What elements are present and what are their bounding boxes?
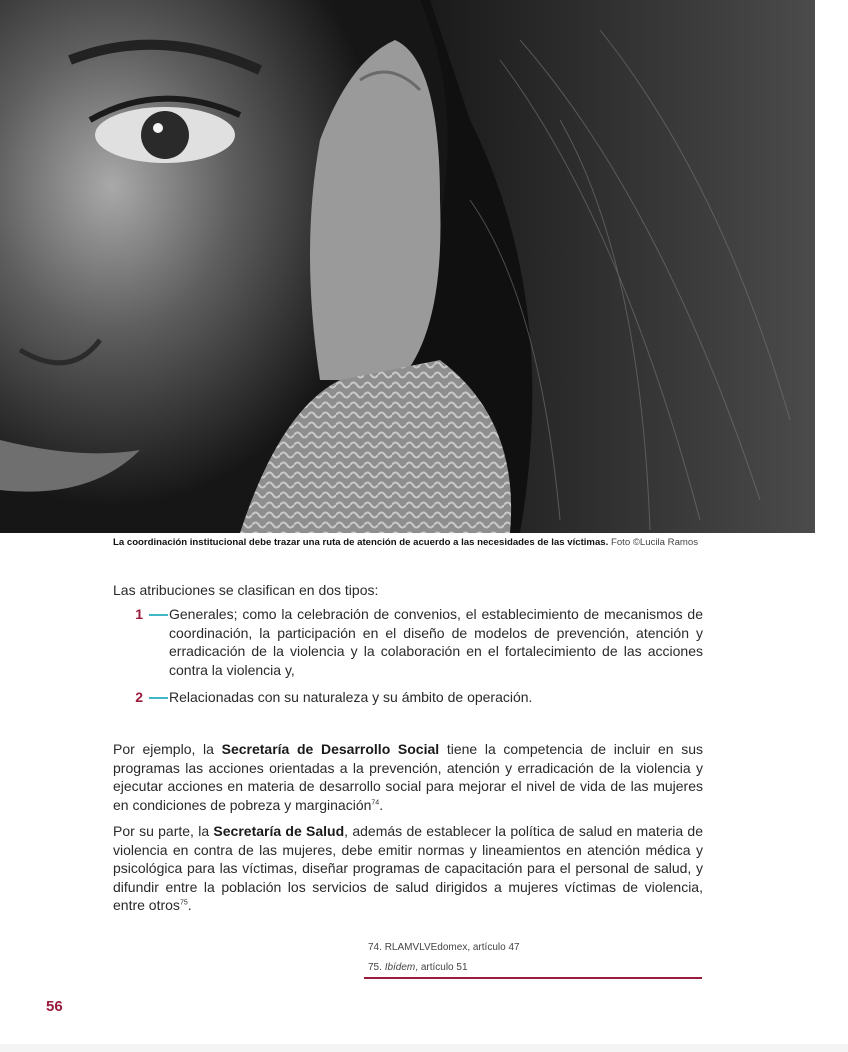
paragraph-end: . [187,897,192,914]
list-item-text: Generales; como la celebración de convenios, el establecimiento de mecanismos de coordinación, la participación en el diseño de modelos de prevención, atención y erradicación de la violencia y la colaboración en el fortalecimiento de las acciones contra la violencia y, [169,606,703,678]
paragraph-end: . [379,796,384,813]
list-number: 1 [135,606,143,622]
footnote-number: 75. [368,962,382,973]
list-dash-line [149,614,168,616]
caption-credit: Foto ©Lucila Ramos [610,537,699,548]
footnote [364,941,702,954]
paragraph-text: Por ejemplo, la [113,741,222,757]
footnote-rule [364,977,702,979]
list-item-text: Relacionadas con su naturaleza y su ámbito de operación. [169,689,533,706]
list-number: 2 [135,689,143,706]
paragraph-salud [113,822,703,915]
footnote-number: 74. [368,942,382,953]
footnote-text: RLAMVLVEdomex, artículo 47 [384,942,520,953]
portrait-photo-icon [0,0,815,533]
footnote-ref[interactable]: 74 [371,799,380,807]
footnotes [364,941,702,979]
footnote [364,961,702,974]
list-item [113,688,703,707]
bold-entity: Secretaría de Desarrollo Social [221,741,440,757]
intro-text: Las atribuciones se clasifican en dos tipos: [113,582,379,598]
portrait-photo [0,0,815,533]
paragraph-desarrollo-social [113,740,703,814]
list-item [113,605,703,679]
paragraph-text: , además de establecer la política de salud en materia de violencia en contra de las mujeres, debe emitir normas y lineamientos en atención médica y psicológica para las víctimas, diseñar programas de capacitación para el personal de salud, y difundir entre la población los servicios de salud dirigidos a mujeres víctimas de violencia, entre otros [113,823,704,914]
footnote-text: , artículo 51 [415,962,468,973]
paragraph-text: Por su parte, la [113,823,214,839]
caption-text: La coordinación institucional debe trazar una ruta de atención de acuerdo a las necesidades de las víctimas. [113,537,609,548]
photo-caption [113,537,813,549]
page-bottom-strip [0,1044,848,1052]
paragraph-text: tiene la competencia de incluir en sus programas las acciones orientadas a la prevención, atención y erradicación de la violencia y ejecutar acciones en materia de desarrollo social para mejorar el nivel de vida de las mujeres en condiciones de pobreza y marginación [113,741,703,813]
types-list [113,605,703,707]
bold-entity: Secretaría de Salud [213,823,345,839]
list-dash-line [149,697,168,699]
footnote-ref[interactable]: 75 [179,899,188,907]
footnote-italic: Ibídem [384,962,416,973]
page-number: 56 [46,998,63,1015]
